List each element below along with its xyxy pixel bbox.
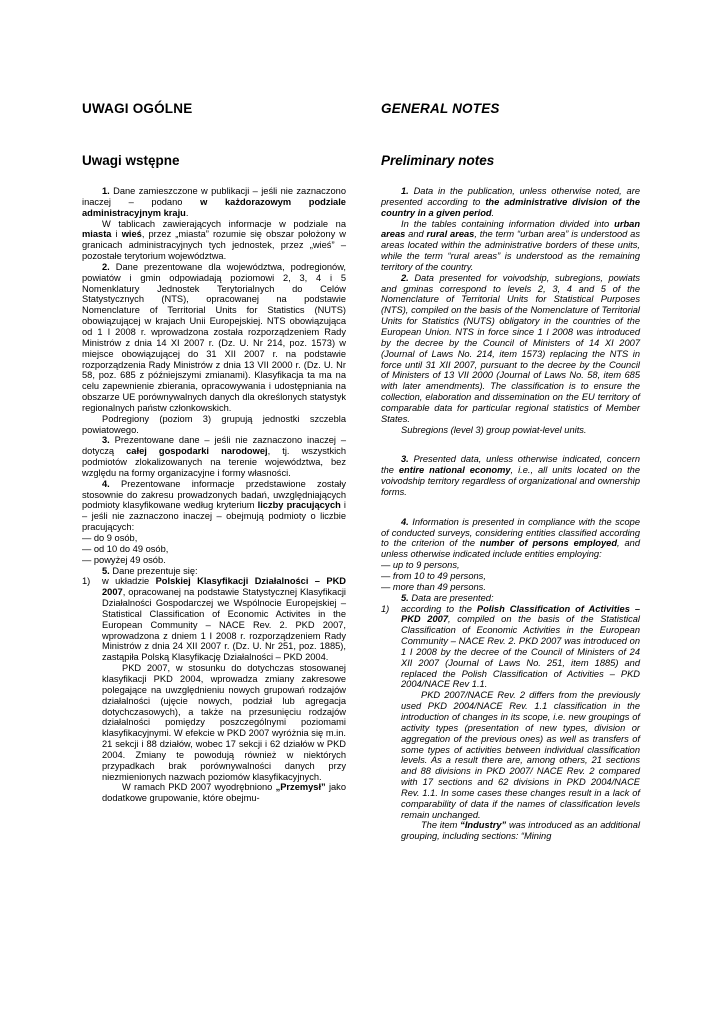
note-1-urban-rural-en: In the tables containing information divided into urban areas and rural areas, the term “urban area” is understood as areas located within the administrative borders of these units, while the term “rural areas” is understood as the remaining territory of the country.: [381, 218, 640, 272]
note-2-pl: 2. Dane prezentowane dla województwa, podregionów, powiatów i gmin odpowiadają poziomowi 2, 3, 4 i 5 Nomenklatury Jednostek Terytorialnych do Celów Statystycznych (NTS), opracowanej na podstawie Nomenclature of Territorial Units for Statistics (NUTS) obowiązującej w krajach Unii Europejskiej. NTS obowiązująca od 1 I 2008 r. wprowadzona została rozporządzeniem Rady Ministrów z dnia 14 XI 2007 r. (Dz. U. Nr 214, poz. 1573) w miejsce obowiązującej do 31 XII 2007 r. na podstawie rozporządzenia Rady Ministrów z dnia 13 VII 2000 r. (Dz. U. Nr 58, poz. 685 z późniejszymi zmianami). Klasyfikacja ta ma na celu zapewnienie zbierania, opracowywania i udostępniania na obszarze UE porównywalnych danych dla określonych statystyk regionalnych państw członkowskich.: [82, 261, 346, 413]
page-title-en: GENERAL NOTES: [381, 101, 500, 116]
note-2-subregions-en: Subregions (level 3) group powiat-level units.: [401, 424, 587, 435]
note-4-pl: 4. Prezentowane informacje przedstawione zostały stosownie do zakresu prowadzonych badań, uwzględniających podmioty klasyfikowane według kryterium liczby pracujących i – jeśli nie zaznaczono inaczej – obejmują podmioty o liczbie pracujących:: [82, 478, 346, 533]
list-item: — od 10 do 49 osób,: [82, 543, 169, 554]
list-item: — do 9 osób,: [82, 533, 138, 543]
note-5-pl: 5. Dane prezentuje się:: [102, 565, 198, 576]
note-5-item-1-en: 1) according to the Polish Classification of Activities – PKD 2007, compiled on the basis of the Statistical Classification of Economic Activities in the European Community – NACE Rev. 2. PKD 2007 was introduced on 1 I 2008 by the decree of the Council of Ministers of 24 XII 2007 (Journal of Laws No. 251, item 1885) and replaced the Polish Classification of Activities – PKD 2004/NACE Rev 1.1. PKD 2007/NACE Rev. 2 differs from the previously used PKD 2004/NACE Rev. 1.1 classification in the introduction of changes in its scope, i.e. new groupings of activity types (presentation of new types, division or aggregation of the previous ones) as well as transfers of some types of activities between individual classification levels. As a result there are, among others, 21 sections and 88 divisions in PKD 2007/ NACE Rev. 2 compared with 17 sections and 62 divisions in PKD 2004/NACE Rev. 1.1. In some cases these changes result in a lack of comparability of data if the names of classification levels remain unchanged. The item “Industry” was introduced as an additional grouping, including sections: “Mining: [381, 603, 641, 842]
body-text-pl: [82, 186, 346, 804]
list-item: — more than 49 persons.: [381, 581, 486, 592]
section-title-pl: Uwagi wstępne: [82, 153, 180, 168]
note-3-pl: 3. Prezentowane dane – jeśli nie zaznaczono inaczej – dotyczą całej gospodarki narodowej, tj. wszystkich podmiotów zlokalizowanych na terenie województwa, bez względu na formy organizacyjne i formy własności.: [82, 435, 347, 478]
list-item: — powyżej 49 osób.: [82, 554, 166, 565]
note-5-en: 5. Data are presented:: [401, 592, 494, 603]
list-item: — up to 9 persons,: [381, 560, 460, 571]
note-5-item-1-pl: 1) w układzie Polskiej Klasyfikacji Działalności – PKD 2007, opracowanej na podstawie Statystycznej Klasyfikacji Działalności Gospodarczej we Wspólnocie Europejskiej – Statistical Classification of Economic Activites in the European Community – NACE Rev. 2. PKD 2007, wprowadzona z dniem 1 I 2008 r. rozporządzeniem Rady Ministrów z dnia 24 XII 2007 r. (Dz. U. Nr 251, poz. 1885), zastąpiła Polską Klasyfikację Działalności – PKD 2004. PKD 2007, w stosunku do dotychczas stosowanej klasyfikacji PKD 2004, wprowadza zmiany zakresowe polegające na uwzględnieniu nowych grupowań rodzajów działalności (ujęcie nowych, podział lub agregacja dotychczasowych), a także na przesunięciu rodzajów działalności pomiędzy poszczególnymi poziomami klasyfikacyjnymi. W efekcie w PKD 2007 wyróżnia się m.in. 21 sekcji i 88 działów, wobec 17 sekcji i 62 działów w PKD 2004. Zmiany te powodują również w niektórych przypadkach brak porównywalności danych przy niezmienionych nazwach poziomów klasyfikacyjnych. W ramach PKD 2007 wyodrębniono „Przemysł” jako dodatkowe grupowanie, które obejmu-: [82, 576, 346, 804]
page-title-pl: UWAGI OGÓLNE: [82, 101, 193, 116]
section-title-en: Preliminary notes: [381, 153, 495, 168]
note-4-en: 4. Information is presented in compliance with the scope of conducted surveys, considering entities classified according to the criterion of the number of persons employed, and unless otherwise indicated include entities employing:: [381, 516, 640, 560]
note-2-en: 2. Data presented for voivodship, subregions, powiats and gminas correspond to levels 2, 3, 4 and 5 of the Nomenclature of Territorial Units for Statistical Purposes (NTS), compiled on the basis of the Nomenclature of Territorial Units for Statistics (NUTS) obligatory in the countries of the European Union. NTS in force since 1 I 2008 was introduced by the decree by the Council of Ministers of 14 XI 2007 (Journal of Laws No. 214, item 1573) replacing the NTS in force until 31 XII 2007, pursuant to the decree by the Council of Ministers of 13 VII 2000 (Journal of Laws No. 58, item 685 with later amendments). The classification is to ensure the collection, elaboration and dissemination on the EU territory of comparable data for particular regional statistics of Member States.: [381, 272, 640, 424]
note-2-subregions-pl: Podregiony (poziom 3) grupują jednostki szczebla powiatowego.: [82, 413, 346, 435]
list-item: — from 10 to 49 persons,: [381, 571, 486, 581]
note-1-pl: 1. Dane zamieszczone w publikacji – jeśli nie zaznaczono inaczej – podano w każdorazowym podziale administracyjnym kraju.: [82, 186, 346, 218]
body-text-en: [381, 186, 640, 842]
note-1-en: 1. Data in the publication, unless otherwise noted, are presented according to the administrative division of the country in a given period.: [381, 186, 640, 218]
note-1-urban-rural-pl: W tablicach zawierających informacje w podziale na miasta i wieś, przez „miasta” rozumie się obszar położony w granicach administracyjnych tych jednostek, przez „wieś” – pozostałe terytorium województwa.: [82, 218, 347, 262]
note-3-en: 3. Presented data, unless otherwise indicated, concern the entire national economy, i.e., all units located on the voivodship territory regardless of organizational and ownership forms.: [381, 454, 640, 497]
